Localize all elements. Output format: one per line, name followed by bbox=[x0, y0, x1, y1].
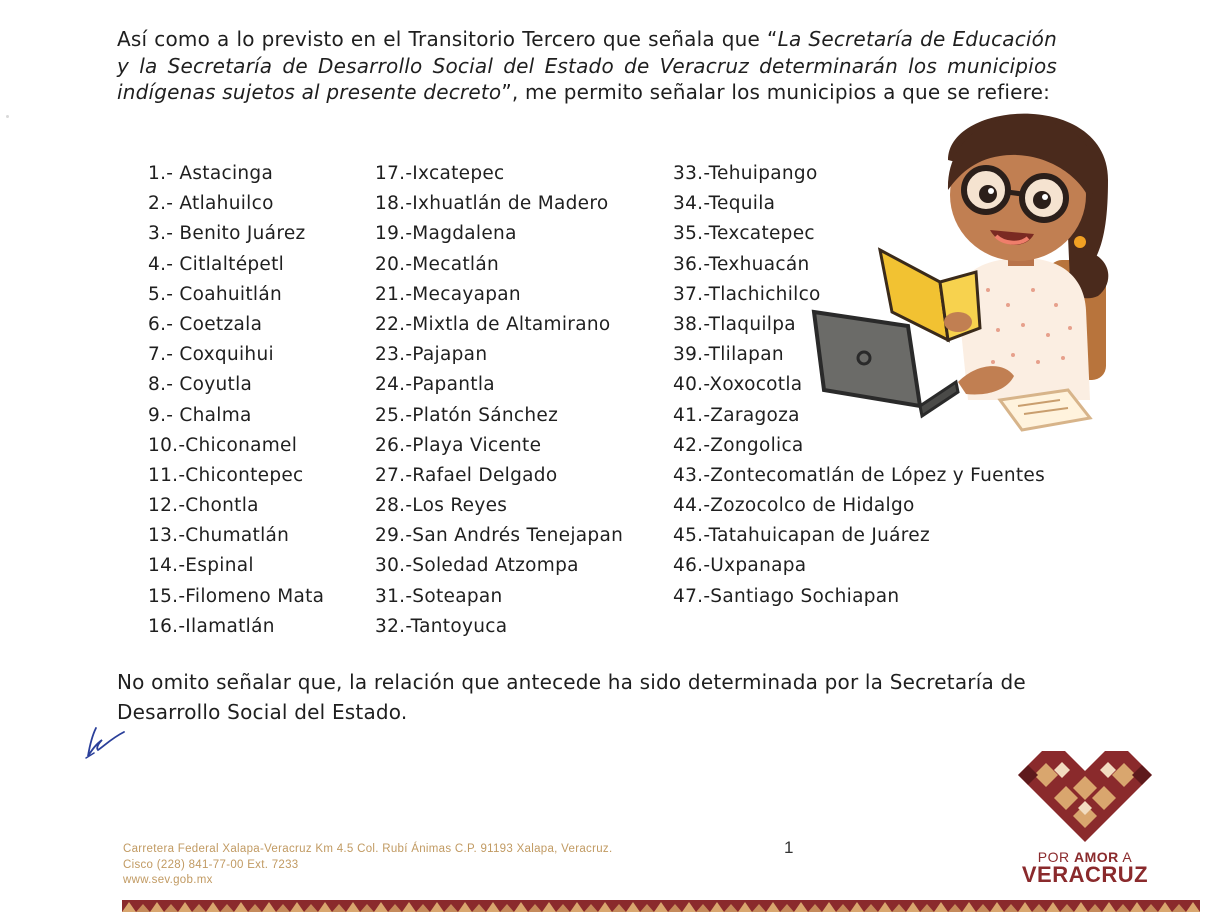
municipio-item: 11.-Chicontepec bbox=[148, 464, 304, 486]
municipio-item: 26.-Playa Vicente bbox=[375, 434, 542, 456]
municipio-item: 33.-Tehuipango bbox=[673, 163, 818, 184]
municipio-item: 17.-Ixcatepec bbox=[375, 163, 505, 184]
municipio-item: 40.-Xoxocotla bbox=[673, 374, 803, 396]
heart-logo-icon bbox=[1016, 736, 1154, 844]
municipios-column-2 bbox=[375, 159, 623, 642]
municipio-item: 35.-Texcatepec bbox=[673, 223, 815, 245]
municipio-item: 36.-Texhuacán bbox=[673, 253, 810, 275]
municipio-item: 47.-Santiago Sochiapan bbox=[673, 585, 900, 607]
municipio-item: 2.- Atlahuilco bbox=[148, 193, 274, 215]
municipio-item: 23.-Pajapan bbox=[375, 344, 488, 366]
intro-quote: La Secretaría de Educación y la Secretaría de Desarrollo Social del Estado de Veracruz determinarán los municipios indígenas sujetos al presente decreto bbox=[117, 27, 1057, 104]
intro-text-1: Así como a lo previsto en el Transitorio Tercero que señala que “ bbox=[117, 27, 778, 51]
municipio-item: 16.-Ilamatlán bbox=[148, 615, 275, 637]
municipio-item: 41.-Zaragoza bbox=[673, 404, 800, 426]
municipio-item: 44.-Zozocolco de Hidalgo bbox=[673, 495, 915, 517]
municipio-item: 18.-Ixhuatlán de Madero bbox=[375, 193, 609, 215]
municipio-item: 6.- Coetzala bbox=[148, 313, 263, 335]
footer-line-2: Cisco (228) 841-77-00 Ext. 7233 bbox=[123, 858, 299, 871]
municipio-item: 29.-San Andrés Tenejapan bbox=[375, 525, 624, 547]
scan-speck bbox=[6, 115, 9, 118]
municipio-item: 38.-Tlaquilpa bbox=[673, 313, 796, 335]
municipio-item: 32.-Tantoyuca bbox=[375, 615, 508, 637]
municipio-item: 27.-Rafael Delgado bbox=[375, 464, 558, 486]
footer-address bbox=[123, 842, 612, 889]
municipio-item: 4.- Citlaltépetl bbox=[148, 253, 285, 275]
municipio-item: 3.- Benito Juárez bbox=[148, 223, 306, 245]
municipio-item: 34.-Tequila bbox=[673, 193, 776, 215]
municipio-item: 37.-Tlachichilco bbox=[673, 283, 821, 305]
municipio-item: 46.-Uxpanapa bbox=[673, 555, 807, 577]
municipio-item: 13.-Chumatlán bbox=[148, 525, 290, 547]
closing-paragraph: No omito señalar que, la relación que antecede ha sido determinada por la Secretaría de Desarrollo Social del Estado. bbox=[117, 670, 1026, 724]
municipio-item: 21.-Mecayapan bbox=[375, 283, 521, 305]
signature-mark bbox=[82, 722, 128, 762]
logo-slogan-line-2: VERACRUZ bbox=[1021, 862, 1149, 887]
municipio-item: 8.- Coyutla bbox=[148, 374, 253, 396]
municipio-item: 42.-Zongolica bbox=[673, 434, 804, 456]
intro-paragraph bbox=[117, 26, 1057, 106]
municipio-item: 28.-Los Reyes bbox=[375, 495, 508, 517]
municipio-item: 14.-Espinal bbox=[148, 555, 254, 577]
municipio-item: 25.-Platón Sánchez bbox=[375, 404, 559, 426]
municipio-item: 15.-Filomeno Mata bbox=[148, 585, 325, 607]
municipio-item: 30.-Soledad Atzompa bbox=[375, 555, 579, 577]
municipio-item: 10.-Chiconamel bbox=[148, 434, 298, 456]
municipio-item: 20.-Mecatlán bbox=[375, 253, 500, 275]
municipio-item: 12.-Chontla bbox=[148, 495, 259, 517]
municipio-item: 19.-Magdalena bbox=[375, 223, 517, 245]
municipios-column-1 bbox=[148, 159, 324, 642]
footer-line-3[interactable]: www.sev.gob.mx bbox=[123, 874, 213, 886]
intro-text-2: ”, me permito señalar los municipios a que se refiere: bbox=[501, 80, 1051, 104]
municipio-item: 22.-Mixtla de Altamirano bbox=[375, 313, 611, 335]
page-number: 1 bbox=[784, 838, 794, 857]
municipio-item: 1.- Astacinga bbox=[148, 163, 274, 184]
municipio-item: 24.-Papantla bbox=[375, 374, 495, 396]
municipio-item: 39.-Tlilapan bbox=[673, 344, 784, 366]
footer-line-1: Carretera Federal Xalapa-Veracruz Km 4.5 Col. Rubí Ánimas C.P. 91193 Xalapa, Veracruz. bbox=[123, 843, 613, 855]
municipio-item: 31.-Soteapan bbox=[375, 585, 503, 607]
reading-girl-illustration bbox=[808, 100, 1128, 440]
municipio-item: 9.- Chalma bbox=[148, 404, 252, 426]
municipio-item: 5.- Coahuitlán bbox=[148, 283, 283, 305]
municipio-item: 43.-Zontecomatlán de López y Fuentes bbox=[673, 464, 1046, 486]
logo-slogan-line-1: POR AMOR A bbox=[1037, 849, 1133, 865]
municipio-item: 7.- Coxquihui bbox=[148, 344, 274, 366]
municipio-item: 45.-Tatahuicapan de Juárez bbox=[673, 525, 930, 547]
footer-decorative-band bbox=[122, 900, 1200, 912]
